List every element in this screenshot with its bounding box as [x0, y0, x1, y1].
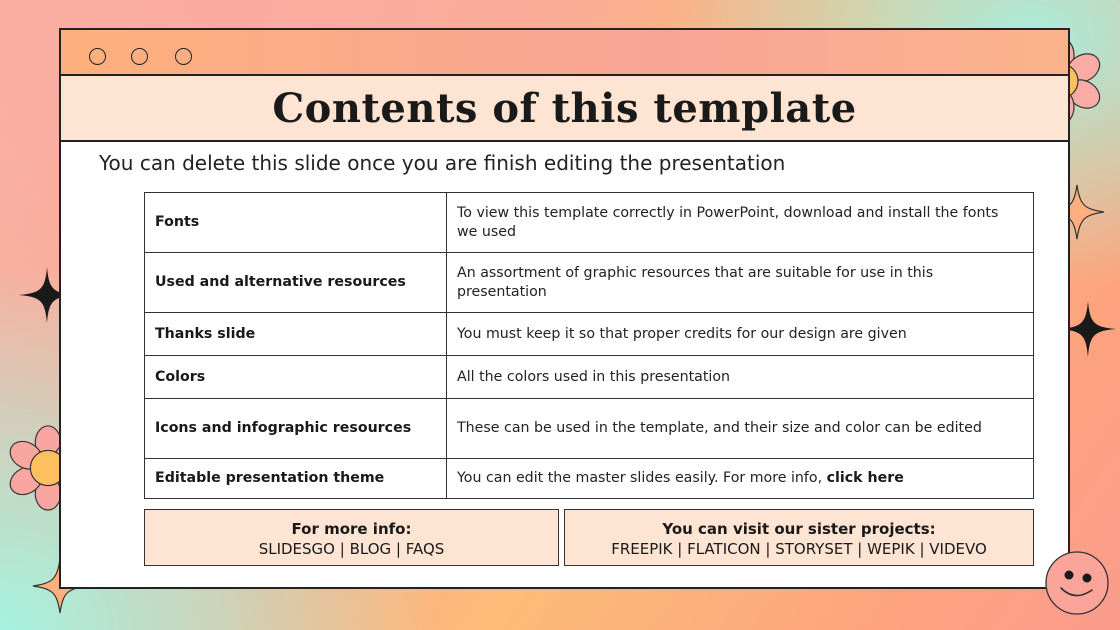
row-label: Icons and infographic resources: [145, 399, 447, 459]
title-band: [61, 76, 1068, 142]
row-label: Thanks slide: [145, 313, 447, 356]
table-row: [145, 356, 1034, 399]
sister-projects-heading: You can visit our sister projects:: [662, 520, 936, 538]
more-info-heading: For more info:: [291, 520, 412, 538]
table-row: [145, 313, 1034, 356]
table-row: [145, 459, 1034, 499]
slide-subtitle: You can delete this slide once you are finish editing the presentation: [99, 151, 786, 175]
circle-icon: [131, 48, 148, 65]
sister-projects-box: [564, 509, 1034, 566]
row-label: Editable presentation theme: [145, 459, 447, 499]
more-info-links[interactable]: SLIDESGO | BLOG | FAQS: [258, 540, 445, 558]
row-description: These can be used in the template, and their size and color can be edited: [447, 399, 1034, 459]
row-description: You must keep it so that proper credits for our design are given: [447, 313, 1034, 356]
slide-window: [59, 28, 1070, 589]
more-info-box: [144, 509, 559, 566]
row-description: All the colors used in this presentation: [447, 356, 1034, 399]
circle-icon: [175, 48, 192, 65]
row-description: To view this template correctly in PowerPoint, download and install the fonts we used: [447, 193, 1034, 253]
contents-table: [144, 192, 1034, 499]
window-title-bar: [61, 30, 1068, 76]
click-here-link[interactable]: click here: [826, 470, 904, 486]
smiley-face-icon: [1042, 548, 1112, 618]
table-row: [145, 193, 1034, 253]
row-label: Used and alternative resources: [145, 253, 447, 313]
row-description-cell: [447, 459, 1034, 499]
circle-icon: [89, 48, 106, 65]
row-label: Colors: [145, 356, 447, 399]
slide-title: Contents of this template: [272, 84, 857, 132]
row-description: An assortment of graphic resources that are suitable for use in this presentation: [447, 253, 1034, 313]
row-label: Fonts: [145, 193, 447, 253]
sister-projects-links[interactable]: FREEPIK | FLATICON | STORYSET | WEPIK | VIDEVO: [611, 540, 987, 558]
table-row: [145, 399, 1034, 459]
table-row: [145, 253, 1034, 313]
row-description: You can edit the master slides easily. For more info,: [457, 470, 823, 486]
